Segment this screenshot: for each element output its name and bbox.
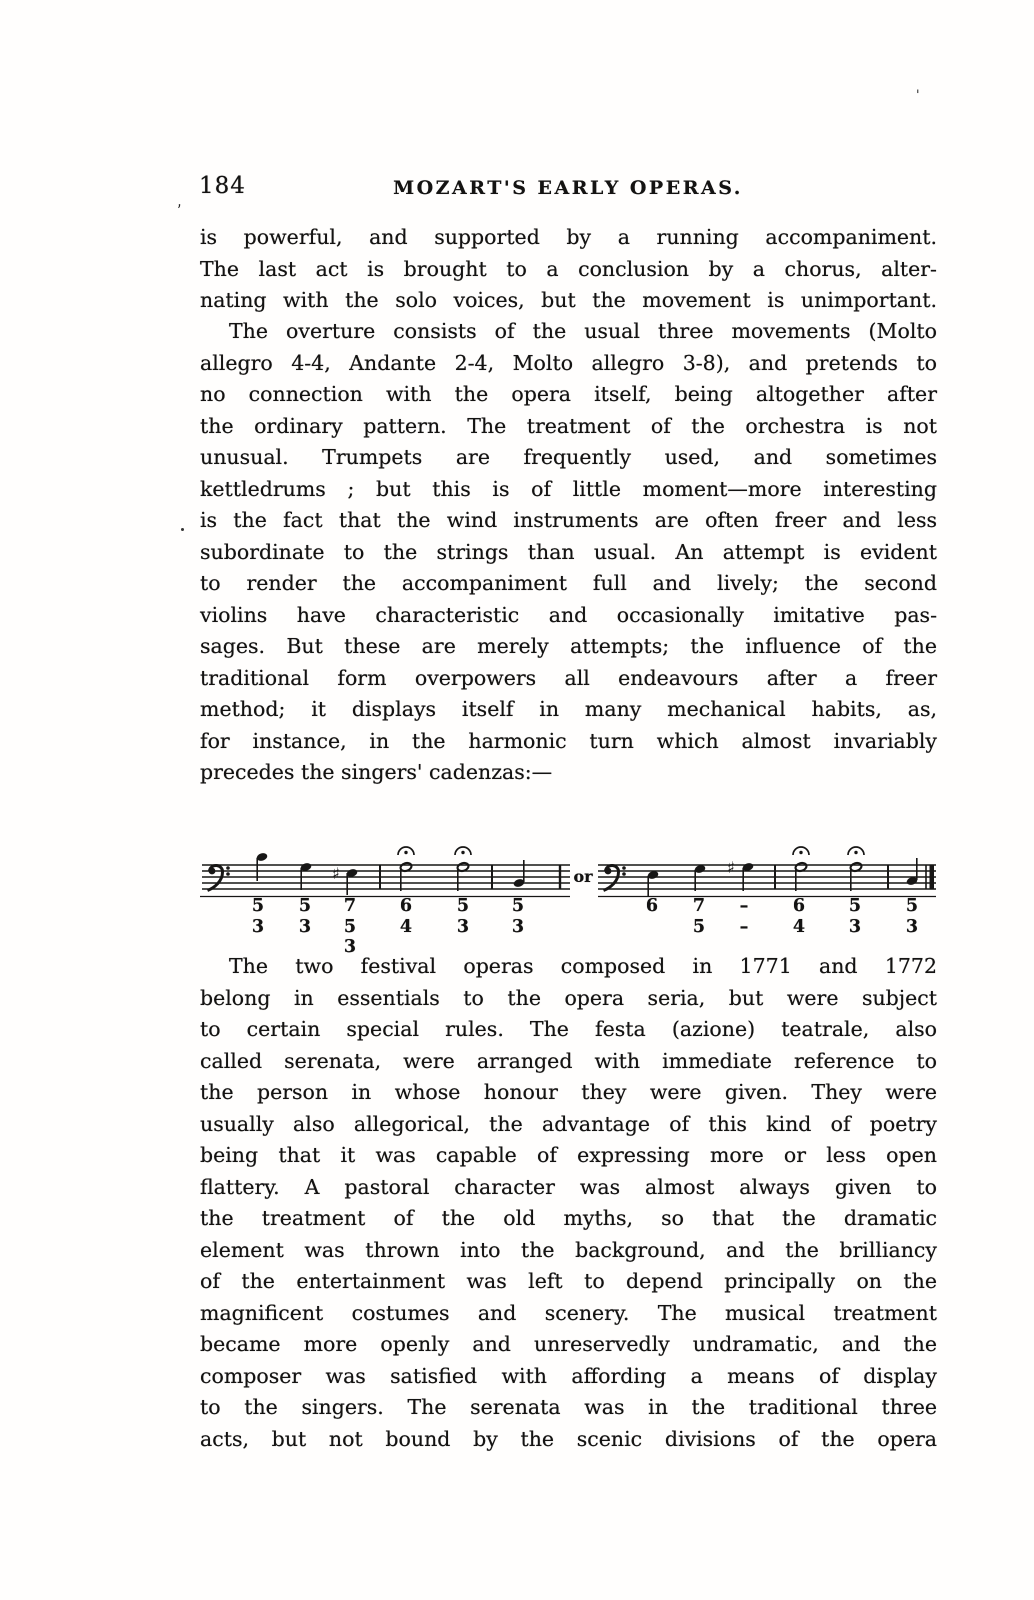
- text-line: for instance, in the harmonic turn which almost invariably: [200, 728, 937, 753]
- sharp-icon: ♯: [332, 864, 340, 883]
- text-line: called serenata, were arranged with immediate reference to: [200, 1048, 937, 1073]
- music-example: [200, 831, 936, 963]
- running-header: MOZART'S EARLY OPERAS.: [393, 177, 743, 199]
- figured-bass-column: 5 3: [511, 896, 525, 937]
- paragraph: [200, 222, 937, 317]
- text-line: subordinate to the strings than usual. An attempt is evident: [200, 539, 937, 564]
- text-line: became more openly and unreservedly undramatic, and the: [200, 1332, 937, 1356]
- text-line: to render the accompaniment full and lively; the second: [200, 571, 937, 595]
- text-line: The overture consists of the usual three movements (Molto: [229, 319, 937, 343]
- sharp-icon: ♯: [727, 858, 735, 877]
- paragraph: [200, 316, 937, 789]
- text-line: the treatment of the old myths, so that the dramatic: [200, 1206, 937, 1230]
- figured-bass-column: 6: [645, 896, 659, 916]
- text-line: usually also allegorical, the advantage of this kind of poetry: [200, 1111, 937, 1136]
- text-line: magnificent costumes and scenery. The musical treatment: [200, 1300, 937, 1325]
- text-line: nating with the solo voices, but the movement is unimportant.: [200, 288, 937, 312]
- figured-bass-column: – –: [739, 896, 749, 937]
- text-line: The last act is brought to a conclusion by a chorus, alter-: [200, 256, 937, 281]
- text-line: being that it was capable of expressing more or less open: [200, 1143, 937, 1167]
- figured-bass-column: 7 5: [692, 896, 706, 937]
- figured-bass-column: 7 5 3: [343, 896, 357, 957]
- text-line: flattery. A pastoral character was almost always given to: [200, 1174, 937, 1199]
- figured-bass-right: [200, 831, 936, 963]
- text-line: precedes the singers' cadenzas:—: [200, 760, 553, 784]
- text-line: to certain special rules. The festa (azione) teatrale, also: [200, 1017, 937, 1041]
- scan-speck: ': [916, 88, 920, 103]
- text-line: belong in essentials to the opera seria, but were subject: [200, 985, 937, 1010]
- figured-bass-column: 5 3: [905, 896, 919, 937]
- figured-bass-column: 6 4: [792, 896, 806, 937]
- text-line: traditional form overpowers all endeavours after a freer: [200, 665, 937, 690]
- paragraph: [200, 951, 937, 1455]
- text-line: of the entertainment was left to depend principally on the: [200, 1269, 937, 1293]
- text-line: no connection with the opera itself, being altogether after: [200, 382, 937, 406]
- text-line: sages. But these are merely attempts; the influence of the: [200, 634, 937, 658]
- text-line: The two festival operas composed in 1771 and 1772: [229, 954, 937, 978]
- or-label: or: [573, 867, 593, 886]
- scan-speck: ‚: [174, 191, 183, 211]
- figured-bass-column: 5 3: [251, 896, 265, 937]
- text-line: allegro 4-4, Andante 2-4, Molto allegro 3-8), and pretends to: [200, 350, 937, 375]
- page-number: 184: [199, 173, 246, 199]
- text-line: the person in whose honour they were given. They were: [200, 1080, 937, 1104]
- text-line: violins have characteristic and occasionally imitative pas-: [200, 602, 937, 627]
- text-line: composer was satisfied with affording a means of display: [200, 1363, 937, 1388]
- text-line: to the singers. The serenata was in the traditional three: [200, 1395, 937, 1419]
- scan-speck: [181, 528, 184, 531]
- text-line: kettledrums ; but this is of little moment—more interesting: [200, 476, 937, 501]
- figured-bass-column: 5 3: [298, 896, 312, 937]
- text-line: is powerful, and supported by a running accompaniment.: [200, 225, 937, 249]
- text-line: the ordinary pattern. The treatment of the orchestra is not: [200, 413, 937, 438]
- text-line: method; it displays itself in many mechanical habits, as,: [200, 697, 937, 721]
- text-line: acts, but not bound by the scenic divisions of the opera: [200, 1426, 937, 1451]
- figured-bass-column: 6 4: [399, 896, 413, 937]
- text-line: element was thrown into the background, and the brilliancy: [200, 1237, 937, 1262]
- text-line: unusual. Trumpets are frequently used, and sometimes: [200, 445, 937, 469]
- text-line: is the fact that the wind instruments are often freer and less: [200, 508, 937, 532]
- figured-bass-column: 5 3: [456, 896, 470, 937]
- figured-bass-column: 5 3: [848, 896, 862, 937]
